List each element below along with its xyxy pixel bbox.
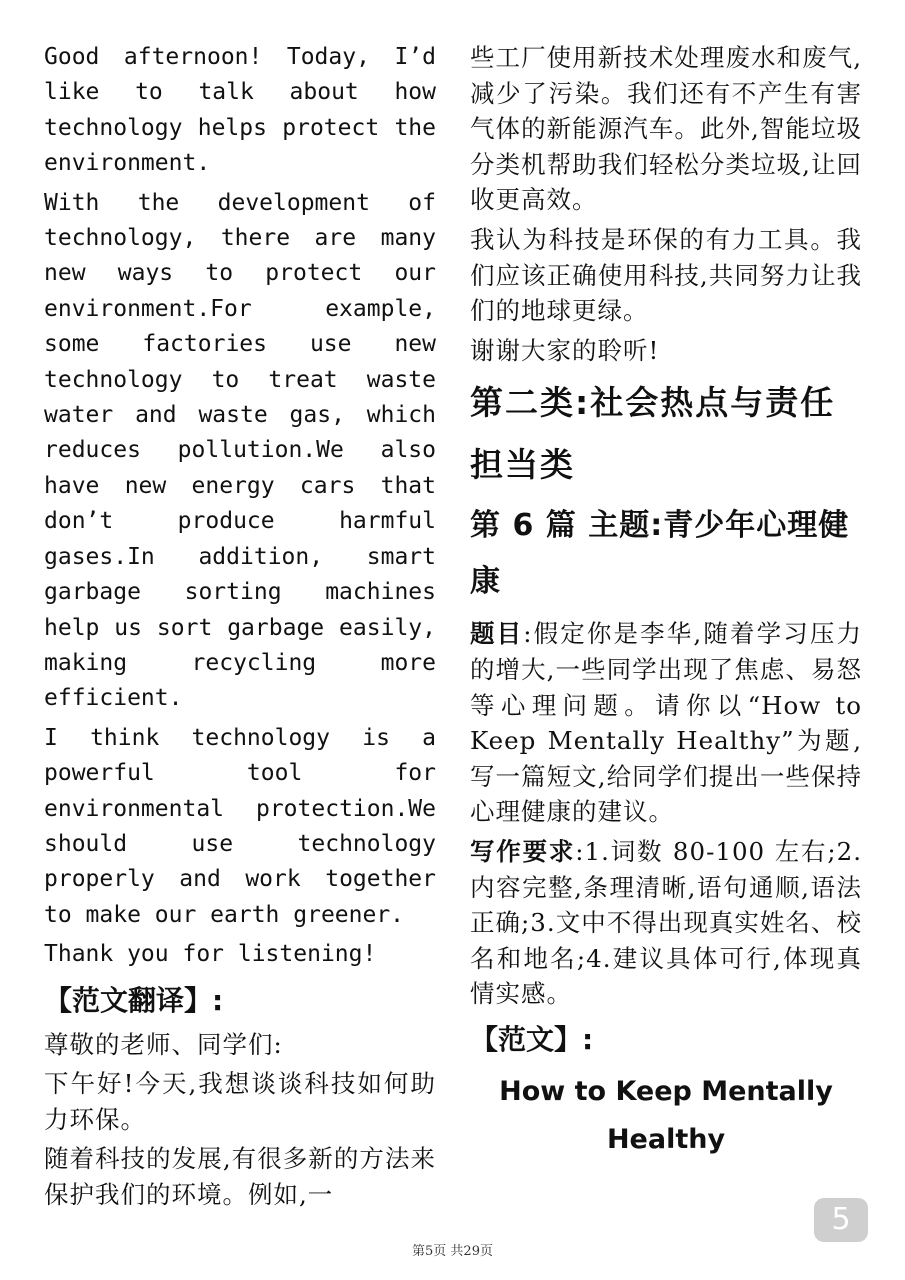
requirements-label: 写作要求 [470,836,576,866]
essay-paragraph-closing: Thank you for listening! [44,941,377,968]
essay-paragraph-conclusion: I think technology is a powerful tool for environmental protection.We should use technology properly and work together to make our earth greener. [44,724,436,928]
left-column [44,40,436,1217]
writing-requirements [470,834,862,1012]
requirements-text: :1.词数 80-100 左右;2.内容完整,条理清晰,语句通顺,语法正确;3.文中不得出现真实姓名、校名和地名;4.建议具体可行,体现真情实感。 [470,836,862,1009]
essay-paragraph-body: With the development of technology, there are many new ways to protect our environment.For example, some factories use new technology to treat waste water and waste gas, which reduces pollution.We also have new energy cars that don’t produce harmful gases.In addition, smart garbage sorting machines help us sort garbage easily, making recycling more efficient. [44,189,436,712]
essay-paragraph-greeting: Good afternoon! Today, I’d like to talk about how technology helps protect the environment. [44,44,436,177]
translation-heading: 【范文翻译】: [44,983,224,1017]
translation-closing: 谢谢大家的聆听! [470,335,660,365]
translation-greeting: 下午好!今天,我想谈谈科技如何助力环保。 [44,1069,436,1134]
translation-salutation: 尊敬的老师、同学们: [44,1029,283,1059]
article-heading: 第 6 篇 主题:青少年心理健康 [470,508,850,600]
page-number-badge: 5 [814,1198,868,1242]
sample-heading: 【范文】: [470,1022,594,1056]
translation-conclusion: 我认为科技是环保的有力工具。我们应该正确使用科技,共同努力让我们的地球更绿。 [470,224,862,326]
writing-prompt [470,616,862,830]
right-column [470,40,862,1164]
category-heading: 第二类:社会热点与责任担当类 [470,383,836,485]
translation-body-start: 随着科技的发展,有很多新的方法来保护我们的环境。例如,一 [44,1144,436,1209]
essay-title: How to Keep Mentally Healthy [499,1075,833,1155]
prompt-text: :假定你是李华,随着学习压力的增大,一些同学出现了焦虑、易怒等心理问题。请你以“How to Keep Mentally Healthy”为题,写一篇短文,给同学们提出一些保持心理健康的建议。 [470,619,862,827]
prompt-label: 题目 [470,619,524,649]
page-footer: 第5页 共29页 [412,1244,493,1259]
translation-body-continued: 些工厂使用新技术处理废水和废气,减少了污染。我们还有不产生有害气体的新能源汽车。此外,智能垃圾分类机帮助我们轻松分类垃圾,让回收更高效。 [470,43,862,215]
